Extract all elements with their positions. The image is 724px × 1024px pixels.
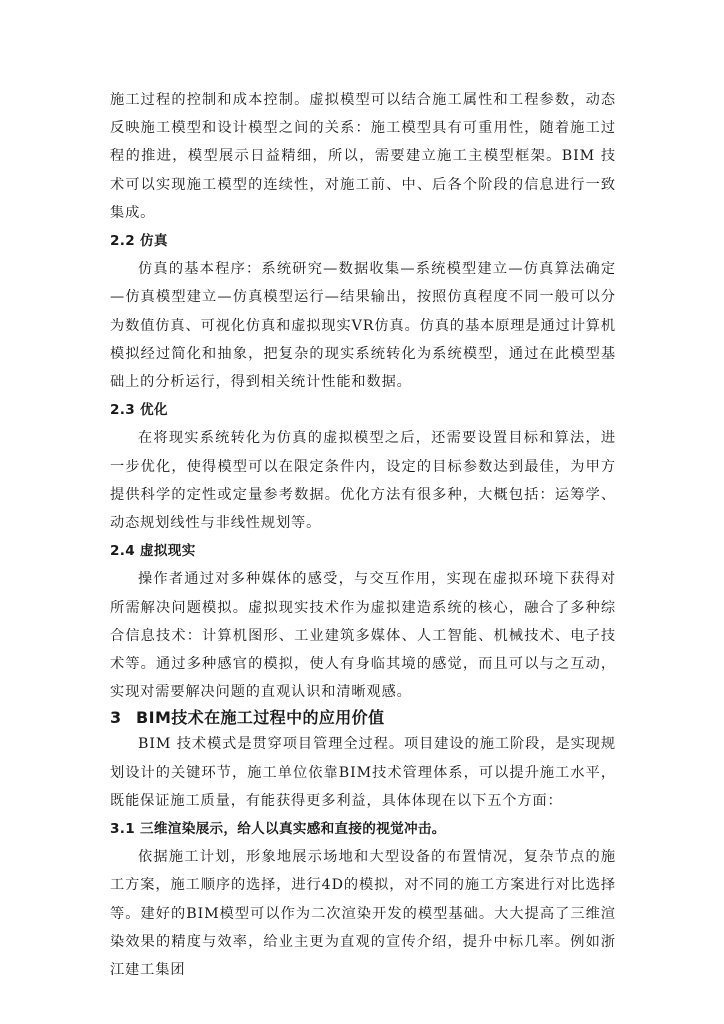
heading-2-2-simulation: 2.2 仿真 [110, 233, 168, 250]
heading-2-3-optimization: 2.3 优化 [110, 402, 168, 419]
paragraph-rendering: 依据施工计划，形象地展示场地和大型设备的布置情况，复杂节点的施工方案，施工顺序的选择，进行4D的模拟，对不同的施工方案进行对比选择等。建好的BIM模型可以作为二次渲染开发的模型基础。大大提高了三维渲染效果的精度与效率，给业主更为直观的宣传介绍，提升中标几率。例如浙江建工集团 [110, 849, 616, 979]
paragraph-bim-value: BIM 技术模式是贯穿项目管理全过程。项目建设的施工阶段，是实现规划设计的关键环节，施工单位依靠BIM技术管理体系，可以提升施工水平，既能保证施工质量，有能获得更多利益，具体体现在以下五个方面： [110, 736, 616, 809]
heading-3-bim-value [110, 706, 616, 730]
heading-3-1-rendering: 3.1 三维渲染展示，给人以真实感和直接的视觉冲击。 [110, 821, 446, 838]
paragraph-simulation: 仿真的基本程序：系统研究—数据收集—系统模型建立—仿真算法确定—仿真模型建立—仿真模型运行—结果输出，按照仿真程度不同一般可以分为数值仿真、可视化仿真和虚拟现实VR仿真。仿真的基本原理是通过计算机模拟经过简化和抽象，把复杂的现实系统转化为系统模型，通过在此模型基础上的分析运行，得到相关统计性能和数据。 [110, 261, 616, 391]
paragraph-optimization: 在将现实系统转化为仿真的虚拟模型之后，还需要设置目标和算法，进一步优化，使得模型可以在限定条件内，设定的目标参数达到最佳，为甲方提供科学的定性或定量参考数据。优化方法有很多种，大概包括：运筹学、动态规划线性与非线性规划等。 [110, 430, 616, 532]
paragraph-virtual-reality: 操作者通过对多种媒体的感受，与交互作用，实现在虚拟环境下获得对所需解决问题模拟。虚拟现实技术作为虚拟建造系统的核心，融合了多种综合信息技术：计算机图形、工业建筑多媒体、人工智能、机械技术、电子技术等。通过多种感官的模拟，使人有身临其境的感觉，而且可以与之互动，实现对需要解决问题的直观认识和清晰观感。 [110, 571, 616, 701]
section-title: BIM技术在施工过程中的应用价值 [136, 708, 385, 728]
paragraph-construction-control: 施工过程的控制和成本控制。虚拟模型可以结合施工属性和工程参数，动态反映施工模型和设计模型之间的关系：施工模型具有可重用性，随着施工过程的推进，模型展示日益精细，所以，需要建立施工主模型框架。BIM 技术可以实现施工模型的连续性，对施工前、中、后各个阶段的信息进行一致集成。 [110, 92, 616, 221]
document-body [110, 86, 616, 984]
heading-2-4-virtual-reality: 2.4 虚拟现实 [110, 543, 196, 560]
section-number: 3 [110, 708, 122, 728]
